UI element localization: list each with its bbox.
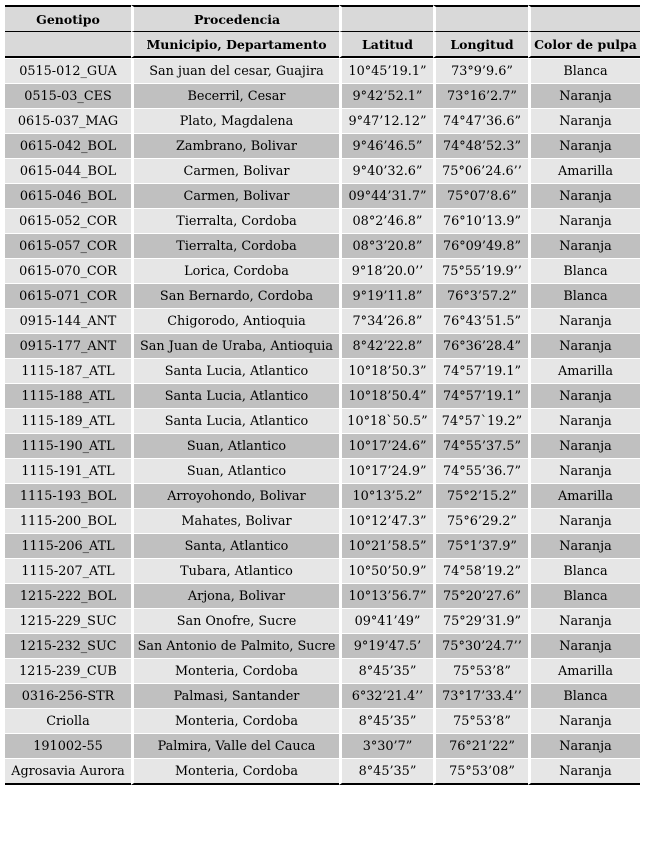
cell-longitud: 76°43’51.5” bbox=[433, 308, 528, 333]
cell-municipio: Mahates, Bolivar bbox=[131, 508, 339, 533]
cell-color-pulpa: Blanca bbox=[528, 558, 640, 583]
table-header bbox=[5, 5, 640, 58]
cell-longitud: 74°57’19.1” bbox=[433, 358, 528, 383]
cell-latitud: 3°30’7” bbox=[339, 733, 433, 758]
table-row bbox=[5, 508, 640, 533]
cell-municipio: Santa Lucia, Atlantico bbox=[131, 408, 339, 433]
cell-latitud: 9°19’11.8” bbox=[339, 283, 433, 308]
cell-color-pulpa: Naranja bbox=[528, 133, 640, 158]
table-row bbox=[5, 308, 640, 333]
cell-latitud: 10°17’24.9” bbox=[339, 458, 433, 483]
cell-color-pulpa: Naranja bbox=[528, 83, 640, 108]
cell-color-pulpa: Naranja bbox=[528, 383, 640, 408]
table-row bbox=[5, 558, 640, 583]
cell-municipio: San Bernardo, Cordoba bbox=[131, 283, 339, 308]
cell-municipio: Santa Lucia, Atlantico bbox=[131, 358, 339, 383]
cell-color-pulpa: Naranja bbox=[528, 233, 640, 258]
cell-latitud: 8°42’22.8” bbox=[339, 333, 433, 358]
cell-genotipo: 0515-012_GUA bbox=[5, 58, 131, 83]
table-row bbox=[5, 733, 640, 758]
cell-color-pulpa: Amarilla bbox=[528, 658, 640, 683]
cell-color-pulpa: Naranja bbox=[528, 408, 640, 433]
cell-municipio: Palmira, Valle del Cauca bbox=[131, 733, 339, 758]
cell-genotipo: 0615-042_BOL bbox=[5, 133, 131, 158]
cell-color-pulpa: Naranja bbox=[528, 733, 640, 758]
cell-latitud: 9°46’46.5” bbox=[339, 133, 433, 158]
cell-genotipo: 1115-189_ATL bbox=[5, 408, 131, 433]
cell-genotipo: 1115-187_ATL bbox=[5, 358, 131, 383]
cell-latitud: 9°18’20.0’’ bbox=[339, 258, 433, 283]
cell-latitud: 10°13’56.7” bbox=[339, 583, 433, 608]
cell-color-pulpa: Naranja bbox=[528, 708, 640, 733]
table-row bbox=[5, 408, 640, 433]
header-empty-color bbox=[528, 5, 640, 32]
cell-municipio: San Juan de Uraba, Antioquia bbox=[131, 333, 339, 358]
table-row bbox=[5, 108, 640, 133]
cell-latitud: 10°13’5.2” bbox=[339, 483, 433, 508]
cell-genotipo: 0316-256-STR bbox=[5, 683, 131, 708]
cell-municipio: Plato, Magdalena bbox=[131, 108, 339, 133]
header-genotipo: Genotipo bbox=[5, 5, 131, 32]
cell-municipio: Monteria, Cordoba bbox=[131, 758, 339, 785]
cell-longitud: 74°47’36.6” bbox=[433, 108, 528, 133]
table-row bbox=[5, 633, 640, 658]
header-color-pulpa: Color de pulpa bbox=[528, 32, 640, 58]
header-procedencia: Procedencia bbox=[131, 5, 339, 32]
cell-genotipo: 0615-071_COR bbox=[5, 283, 131, 308]
cell-longitud: 73°16’2.7” bbox=[433, 83, 528, 108]
cell-genotipo: 191002-55 bbox=[5, 733, 131, 758]
cell-color-pulpa: Naranja bbox=[528, 533, 640, 558]
cell-municipio: San juan del cesar, Guajira bbox=[131, 58, 339, 83]
cell-longitud: 76°21’22” bbox=[433, 733, 528, 758]
table-row bbox=[5, 283, 640, 308]
cell-color-pulpa: Naranja bbox=[528, 633, 640, 658]
table-row bbox=[5, 708, 640, 733]
cell-municipio: Tierralta, Cordoba bbox=[131, 208, 339, 233]
cell-municipio: Suan, Atlantico bbox=[131, 458, 339, 483]
cell-longitud: 75°53’8” bbox=[433, 708, 528, 733]
cell-latitud: 10°18’50.4” bbox=[339, 383, 433, 408]
cell-longitud: 75°53’8” bbox=[433, 658, 528, 683]
cell-genotipo: 0915-144_ANT bbox=[5, 308, 131, 333]
cell-municipio: Carmen, Bolivar bbox=[131, 158, 339, 183]
cell-longitud: 75°55’19.9’’ bbox=[433, 258, 528, 283]
cell-color-pulpa: Blanca bbox=[528, 258, 640, 283]
cell-longitud: 76°10’13.9” bbox=[433, 208, 528, 233]
cell-longitud: 74°57’19.1” bbox=[433, 383, 528, 408]
cell-genotipo: 1215-222_BOL bbox=[5, 583, 131, 608]
table-row bbox=[5, 183, 640, 208]
cell-municipio: Arjona, Bolivar bbox=[131, 583, 339, 608]
cell-latitud: 6°32’21.4’’ bbox=[339, 683, 433, 708]
cell-longitud: 74°57`19.2” bbox=[433, 408, 528, 433]
cell-municipio: Santa, Atlantico bbox=[131, 533, 339, 558]
cell-color-pulpa: Naranja bbox=[528, 758, 640, 785]
header-municipio: Municipio, Departamento bbox=[131, 32, 339, 58]
cell-genotipo: 1115-190_ATL bbox=[5, 433, 131, 458]
cell-latitud: 9°40’32.6” bbox=[339, 158, 433, 183]
cell-color-pulpa: Amarilla bbox=[528, 158, 640, 183]
cell-genotipo: 0615-044_BOL bbox=[5, 158, 131, 183]
header-row-sub bbox=[5, 32, 640, 58]
table-row bbox=[5, 358, 640, 383]
cell-longitud: 75°6’29.2” bbox=[433, 508, 528, 533]
cell-genotipo: 1115-188_ATL bbox=[5, 383, 131, 408]
cell-color-pulpa: Amarilla bbox=[528, 483, 640, 508]
cell-latitud: 08°2’46.8” bbox=[339, 208, 433, 233]
cell-genotipo: 1115-207_ATL bbox=[5, 558, 131, 583]
table-row bbox=[5, 533, 640, 558]
cell-latitud: 8°45’35” bbox=[339, 658, 433, 683]
cell-genotipo: Criolla bbox=[5, 708, 131, 733]
table-row bbox=[5, 458, 640, 483]
cell-latitud: 9°42’52.1” bbox=[339, 83, 433, 108]
table-row bbox=[5, 258, 640, 283]
header-empty-latitud bbox=[339, 5, 433, 32]
cell-municipio: Zambrano, Bolivar bbox=[131, 133, 339, 158]
cell-municipio: Tierralta, Cordoba bbox=[131, 233, 339, 258]
cell-genotipo: 0615-052_COR bbox=[5, 208, 131, 233]
cell-longitud: 75°30’24.7’’ bbox=[433, 633, 528, 658]
table-body bbox=[5, 58, 640, 785]
table-row bbox=[5, 58, 640, 83]
cell-longitud: 76°3’57.2” bbox=[433, 283, 528, 308]
cell-color-pulpa: Naranja bbox=[528, 508, 640, 533]
cell-genotipo: 1115-193_BOL bbox=[5, 483, 131, 508]
cell-latitud: 8°45’35” bbox=[339, 708, 433, 733]
cell-municipio: Tubara, Atlantico bbox=[131, 558, 339, 583]
table-row bbox=[5, 433, 640, 458]
cell-longitud: 74°55’37.5” bbox=[433, 433, 528, 458]
cell-color-pulpa: Naranja bbox=[528, 458, 640, 483]
cell-color-pulpa: Naranja bbox=[528, 333, 640, 358]
cell-latitud: 9°47’12.12” bbox=[339, 108, 433, 133]
cell-color-pulpa: Blanca bbox=[528, 283, 640, 308]
table-row bbox=[5, 158, 640, 183]
cell-color-pulpa: Blanca bbox=[528, 683, 640, 708]
cell-genotipo: 0615-037_MAG bbox=[5, 108, 131, 133]
table-row bbox=[5, 333, 640, 358]
cell-genotipo: 1215-229_SUC bbox=[5, 608, 131, 633]
cell-genotipo: 0615-070_COR bbox=[5, 258, 131, 283]
table-row bbox=[5, 758, 640, 785]
cell-color-pulpa: Blanca bbox=[528, 58, 640, 83]
genotype-table bbox=[5, 5, 640, 785]
cell-genotipo: 0915-177_ANT bbox=[5, 333, 131, 358]
cell-longitud: 75°07’8.6” bbox=[433, 183, 528, 208]
cell-color-pulpa: Naranja bbox=[528, 608, 640, 633]
cell-latitud: 7°34’26.8” bbox=[339, 308, 433, 333]
genotype-table-container bbox=[5, 5, 640, 785]
cell-longitud: 75°29’31.9” bbox=[433, 608, 528, 633]
cell-longitud: 74°58’19.2” bbox=[433, 558, 528, 583]
cell-color-pulpa: Naranja bbox=[528, 183, 640, 208]
cell-longitud: 74°55’36.7” bbox=[433, 458, 528, 483]
table-row bbox=[5, 233, 640, 258]
header-longitud: Longitud bbox=[433, 32, 528, 58]
cell-latitud: 10°18`50.5” bbox=[339, 408, 433, 433]
table-row bbox=[5, 683, 640, 708]
table-row bbox=[5, 658, 640, 683]
cell-genotipo: 1115-191_ATL bbox=[5, 458, 131, 483]
cell-latitud: 09°41’49” bbox=[339, 608, 433, 633]
cell-longitud: 74°48’52.3” bbox=[433, 133, 528, 158]
header-empty-longitud bbox=[433, 5, 528, 32]
cell-municipio: Chigorodo, Antioquia bbox=[131, 308, 339, 333]
cell-latitud: 10°45’19.1” bbox=[339, 58, 433, 83]
cell-municipio: Monteria, Cordoba bbox=[131, 658, 339, 683]
cell-color-pulpa: Naranja bbox=[528, 208, 640, 233]
cell-genotipo: 0515-03_CES bbox=[5, 83, 131, 108]
cell-latitud: 10°17’24.6” bbox=[339, 433, 433, 458]
cell-longitud: 75°06’24.6’’ bbox=[433, 158, 528, 183]
cell-municipio: Suan, Atlantico bbox=[131, 433, 339, 458]
table-row bbox=[5, 83, 640, 108]
cell-longitud: 73°9’9.6” bbox=[433, 58, 528, 83]
cell-genotipo: 0615-057_COR bbox=[5, 233, 131, 258]
cell-longitud: 73°17’33.4’’ bbox=[433, 683, 528, 708]
cell-municipio: Santa Lucia, Atlantico bbox=[131, 383, 339, 408]
cell-color-pulpa: Naranja bbox=[528, 433, 640, 458]
cell-genotipo: 1115-200_BOL bbox=[5, 508, 131, 533]
cell-longitud: 75°53’08” bbox=[433, 758, 528, 785]
cell-genotipo: Agrosavia Aurora bbox=[5, 758, 131, 785]
cell-municipio: Palmasi, Santander bbox=[131, 683, 339, 708]
cell-color-pulpa: Amarilla bbox=[528, 358, 640, 383]
cell-longitud: 75°20’27.6” bbox=[433, 583, 528, 608]
table-row bbox=[5, 133, 640, 158]
header-latitud: Latitud bbox=[339, 32, 433, 58]
header-empty-genotipo bbox=[5, 32, 131, 58]
cell-longitud: 76°36’28.4” bbox=[433, 333, 528, 358]
cell-municipio: Monteria, Cordoba bbox=[131, 708, 339, 733]
cell-genotipo: 1115-206_ATL bbox=[5, 533, 131, 558]
cell-color-pulpa: Naranja bbox=[528, 308, 640, 333]
cell-municipio: San Antonio de Palmito, Sucre bbox=[131, 633, 339, 658]
table-row bbox=[5, 208, 640, 233]
cell-municipio: Arroyohondo, Bolivar bbox=[131, 483, 339, 508]
header-row-top bbox=[5, 5, 640, 32]
table-row bbox=[5, 583, 640, 608]
cell-latitud: 08°3’20.8” bbox=[339, 233, 433, 258]
cell-longitud: 75°2’15.2” bbox=[433, 483, 528, 508]
cell-municipio: Carmen, Bolivar bbox=[131, 183, 339, 208]
cell-longitud: 76°09’49.8” bbox=[433, 233, 528, 258]
cell-genotipo: 0615-046_BOL bbox=[5, 183, 131, 208]
cell-municipio: Lorica, Cordoba bbox=[131, 258, 339, 283]
cell-latitud: 8°45’35” bbox=[339, 758, 433, 785]
cell-color-pulpa: Blanca bbox=[528, 583, 640, 608]
cell-latitud: 10°21’58.5” bbox=[339, 533, 433, 558]
cell-municipio: San Onofre, Sucre bbox=[131, 608, 339, 633]
cell-latitud: 10°12’47.3” bbox=[339, 508, 433, 533]
cell-color-pulpa: Naranja bbox=[528, 108, 640, 133]
cell-genotipo: 1215-239_CUB bbox=[5, 658, 131, 683]
cell-latitud: 10°18’50.3” bbox=[339, 358, 433, 383]
table-row bbox=[5, 383, 640, 408]
cell-longitud: 75°1’37.9” bbox=[433, 533, 528, 558]
cell-municipio: Becerril, Cesar bbox=[131, 83, 339, 108]
cell-genotipo: 1215-232_SUC bbox=[5, 633, 131, 658]
cell-latitud: 10°50’50.9” bbox=[339, 558, 433, 583]
table-row bbox=[5, 608, 640, 633]
cell-latitud: 9°19’47.5’ bbox=[339, 633, 433, 658]
cell-latitud: 09°44’31.7” bbox=[339, 183, 433, 208]
table-row bbox=[5, 483, 640, 508]
